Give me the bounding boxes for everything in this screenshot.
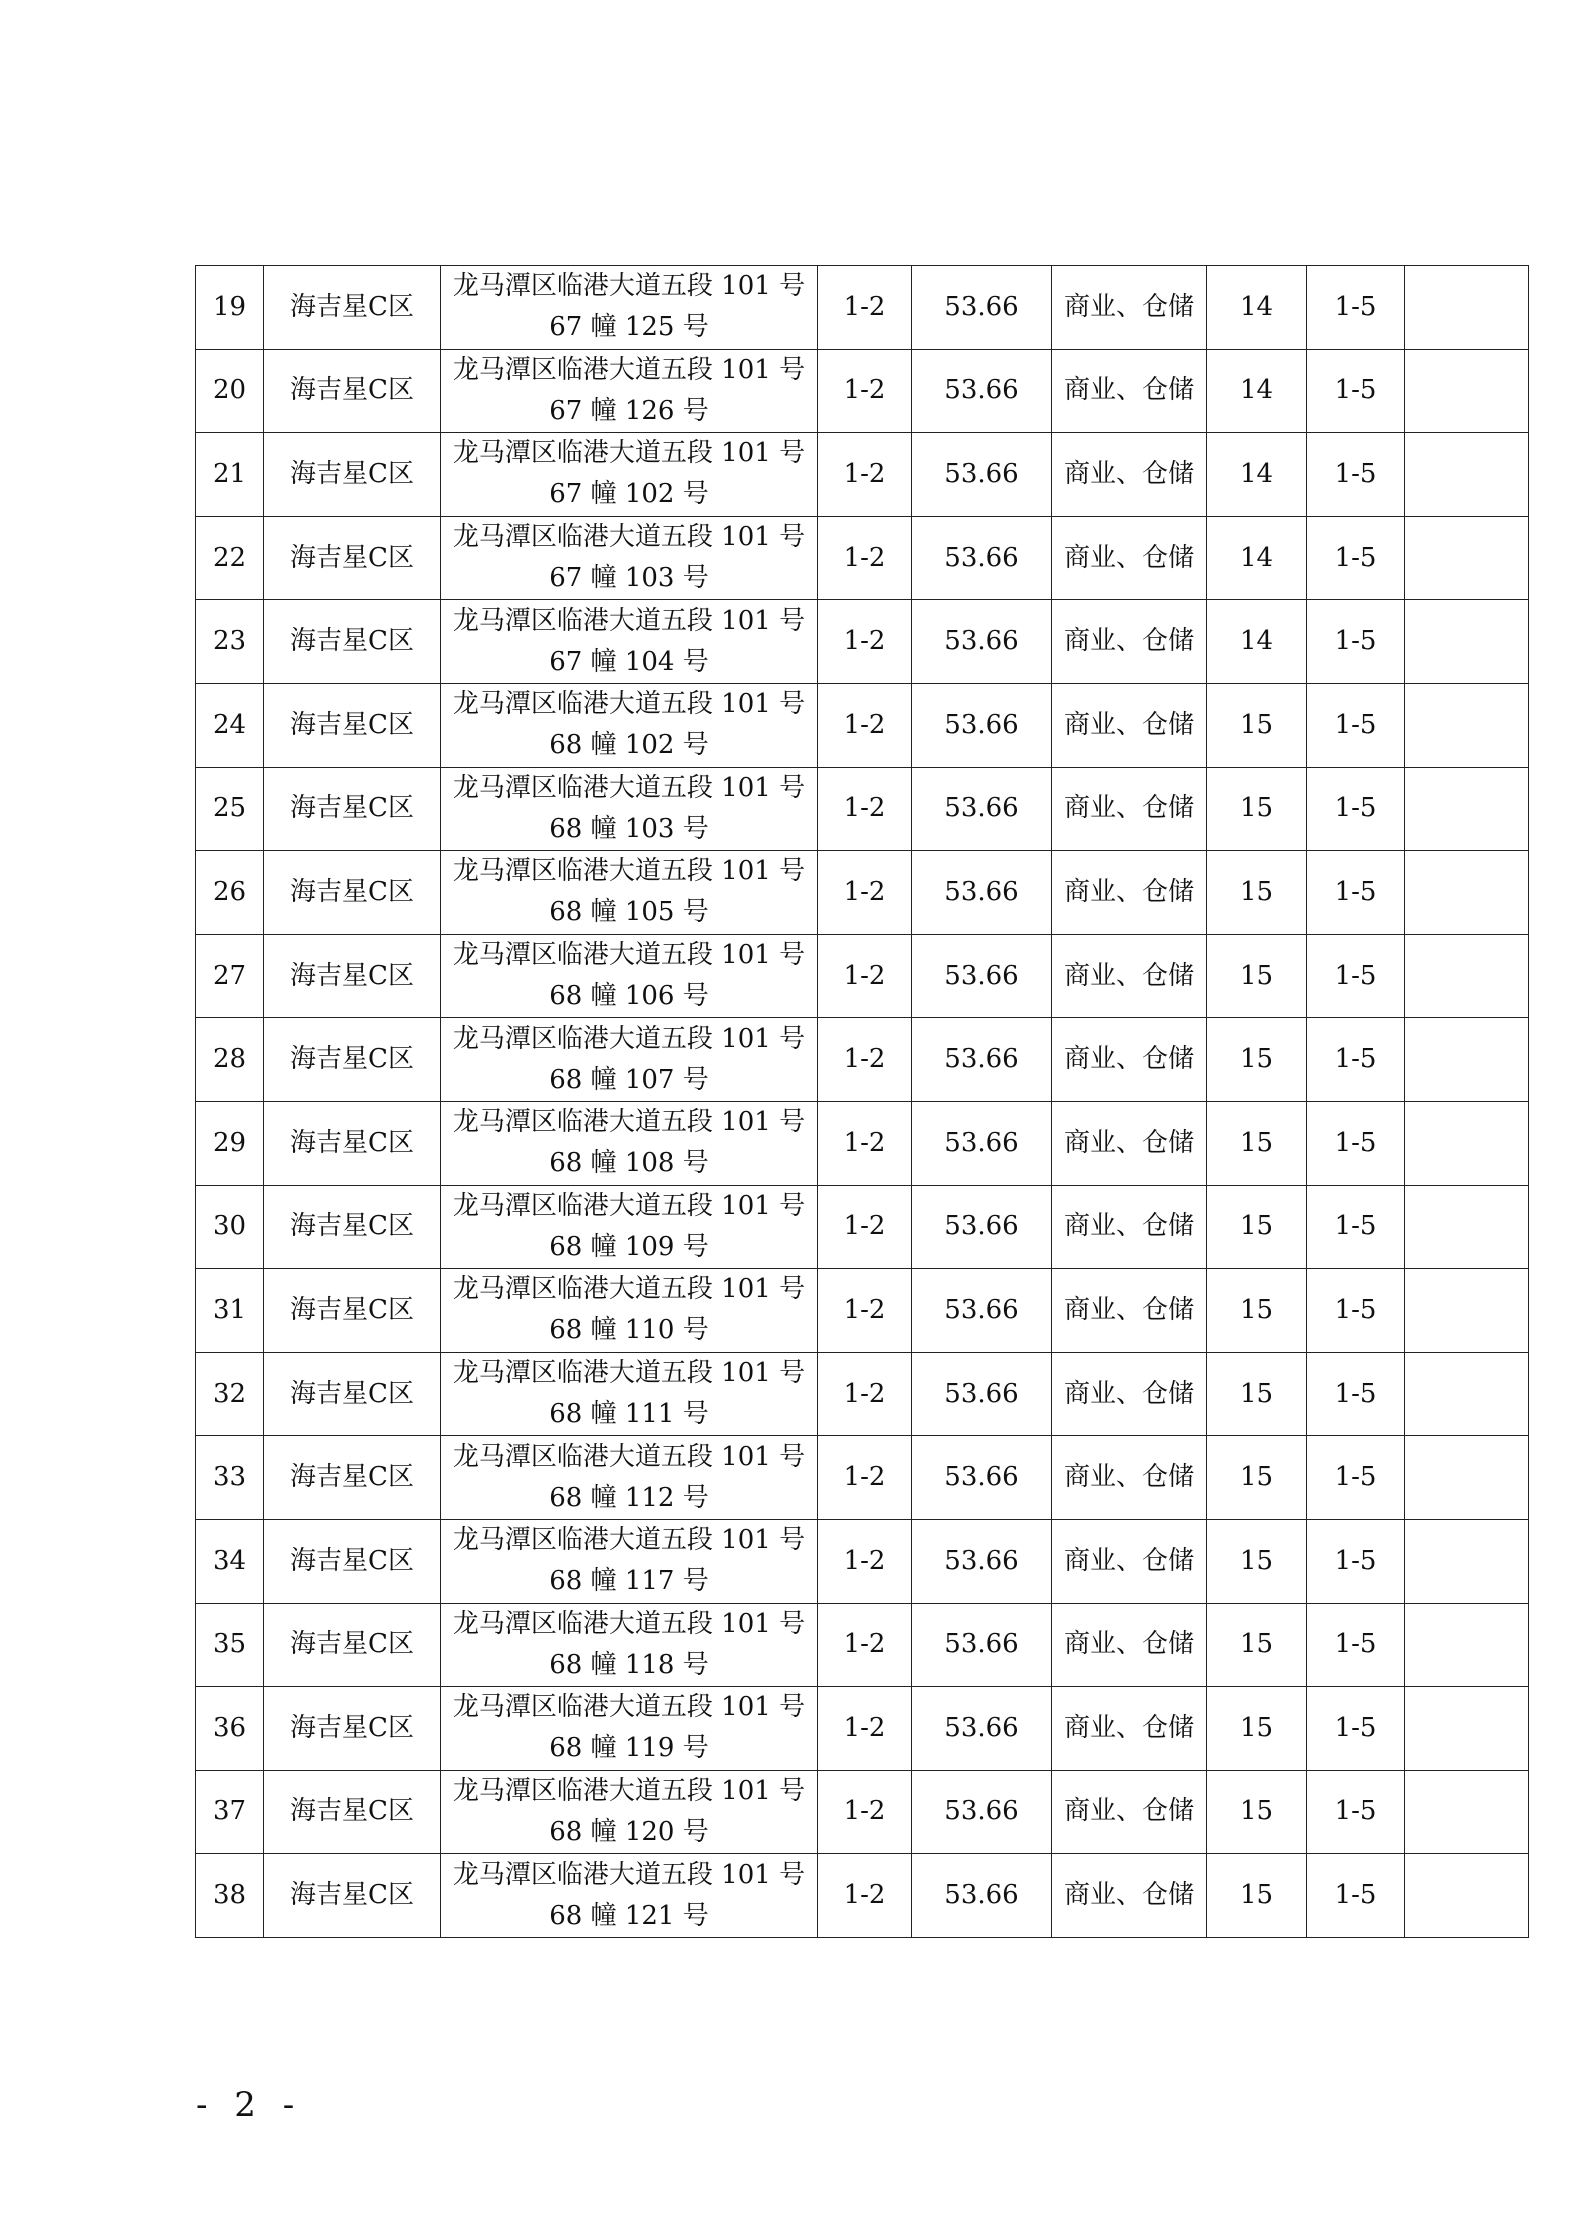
usage-cell: 商业、仓储 [1052, 683, 1207, 767]
size-cell: 53.66 [912, 1770, 1052, 1854]
level-cell: 1-5 [1307, 1352, 1405, 1436]
address-line-1: 龙马潭区临港大道五段 101 号 [452, 940, 806, 971]
address-line-2: 68 幢 105 号 [549, 897, 709, 928]
term-cell: 15 [1207, 1101, 1307, 1185]
size-cell: 53.66 [912, 767, 1052, 851]
address-cell [441, 851, 818, 935]
table-row [196, 433, 1529, 517]
table-row [196, 516, 1529, 600]
address-cell [441, 266, 818, 350]
address-line-2: 68 幢 112 号 [549, 1482, 709, 1513]
floor-cell: 1-2 [818, 683, 912, 767]
row-number-cell: 21 [196, 433, 264, 517]
address-line-1: 龙马潭区临港大道五段 101 号 [452, 1023, 806, 1054]
address-line-2: 68 幢 109 号 [549, 1231, 709, 1262]
address-line-2: 68 幢 103 号 [549, 813, 709, 844]
address-line-1: 龙马潭区临港大道五段 101 号 [452, 689, 806, 720]
address-cell [441, 1770, 818, 1854]
address-line-1: 龙马潭区临港大道五段 101 号 [452, 605, 806, 636]
level-cell: 1-5 [1307, 934, 1405, 1018]
usage-cell: 商业、仓储 [1052, 1770, 1207, 1854]
size-cell: 53.66 [912, 600, 1052, 684]
address-line-1: 龙马潭区临港大道五段 101 号 [452, 1274, 806, 1305]
address-cell [441, 1687, 818, 1771]
floor-cell: 1-2 [818, 516, 912, 600]
size-cell: 53.66 [912, 1854, 1052, 1938]
row-number-cell: 24 [196, 683, 264, 767]
note-cell [1405, 934, 1529, 1018]
address-line-1: 龙马潭区临港大道五段 101 号 [452, 438, 806, 469]
area-cell: 海吉星C区 [264, 1687, 441, 1771]
address-cell [441, 349, 818, 433]
table-row [196, 600, 1529, 684]
term-cell: 15 [1207, 683, 1307, 767]
row-number-cell: 28 [196, 1018, 264, 1102]
table-row [196, 1436, 1529, 1520]
size-cell: 53.66 [912, 1352, 1052, 1436]
table-row [196, 683, 1529, 767]
usage-cell: 商业、仓储 [1052, 433, 1207, 517]
area-cell: 海吉星C区 [264, 1018, 441, 1102]
row-number-cell: 35 [196, 1603, 264, 1687]
note-cell [1405, 1687, 1529, 1771]
area-cell: 海吉星C区 [264, 934, 441, 1018]
address-cell [441, 433, 818, 517]
area-cell: 海吉星C区 [264, 433, 441, 517]
address-cell [441, 600, 818, 684]
size-cell: 53.66 [912, 349, 1052, 433]
table-row [196, 1101, 1529, 1185]
address-line-2: 67 幢 126 号 [549, 395, 709, 426]
address-line-1: 龙马潭区临港大道五段 101 号 [452, 1775, 806, 1806]
note-cell [1405, 1101, 1529, 1185]
level-cell: 1-5 [1307, 1101, 1405, 1185]
note-cell [1405, 1519, 1529, 1603]
floor-cell: 1-2 [818, 349, 912, 433]
floor-cell: 1-2 [818, 1436, 912, 1520]
level-cell: 1-5 [1307, 516, 1405, 600]
address-cell [441, 767, 818, 851]
area-cell: 海吉星C区 [264, 1519, 441, 1603]
area-cell: 海吉星C区 [264, 683, 441, 767]
table-row [196, 266, 1529, 350]
row-number-cell: 34 [196, 1519, 264, 1603]
level-cell: 1-5 [1307, 1854, 1405, 1938]
size-cell: 53.66 [912, 1436, 1052, 1520]
address-line-2: 68 幢 118 号 [549, 1649, 709, 1680]
table-row [196, 1018, 1529, 1102]
area-cell: 海吉星C区 [264, 1436, 441, 1520]
level-cell: 1-5 [1307, 851, 1405, 935]
table-row [196, 349, 1529, 433]
address-line-1: 龙马潭区临港大道五段 101 号 [452, 1358, 806, 1389]
note-cell [1405, 1018, 1529, 1102]
size-cell: 53.66 [912, 1687, 1052, 1771]
address-line-1: 龙马潭区临港大道五段 101 号 [452, 1859, 806, 1890]
address-line-2: 67 幢 125 号 [549, 312, 709, 343]
term-cell: 15 [1207, 1687, 1307, 1771]
term-cell: 15 [1207, 851, 1307, 935]
address-line-1: 龙马潭区临港大道五段 101 号 [452, 354, 806, 385]
size-cell: 53.66 [912, 433, 1052, 517]
address-line-2: 67 幢 104 号 [549, 646, 709, 677]
floor-cell: 1-2 [818, 1687, 912, 1771]
note-cell [1405, 1269, 1529, 1353]
size-cell: 53.66 [912, 1101, 1052, 1185]
address-line-2: 67 幢 102 号 [549, 479, 709, 510]
table-row [196, 1269, 1529, 1353]
size-cell: 53.66 [912, 1018, 1052, 1102]
address-line-2: 68 幢 106 号 [549, 981, 709, 1012]
address-cell [441, 1603, 818, 1687]
address-cell [441, 1519, 818, 1603]
term-cell: 14 [1207, 433, 1307, 517]
table-body [196, 266, 1529, 1938]
table-row [196, 1854, 1529, 1938]
term-cell: 14 [1207, 516, 1307, 600]
note-cell [1405, 1770, 1529, 1854]
table-row [196, 934, 1529, 1018]
floor-cell: 1-2 [818, 851, 912, 935]
row-number-cell: 33 [196, 1436, 264, 1520]
usage-cell: 商业、仓储 [1052, 1436, 1207, 1520]
floor-cell: 1-2 [818, 266, 912, 350]
usage-cell: 商业、仓储 [1052, 1603, 1207, 1687]
term-cell: 15 [1207, 1436, 1307, 1520]
area-cell: 海吉星C区 [264, 1101, 441, 1185]
address-line-1: 龙马潭区临港大道五段 101 号 [452, 1608, 806, 1639]
size-cell: 53.66 [912, 1185, 1052, 1269]
floor-cell: 1-2 [818, 600, 912, 684]
table-row [196, 1185, 1529, 1269]
size-cell: 53.66 [912, 516, 1052, 600]
address-cell [441, 516, 818, 600]
address-cell [441, 934, 818, 1018]
term-cell: 15 [1207, 1185, 1307, 1269]
usage-cell: 商业、仓储 [1052, 851, 1207, 935]
address-line-1: 龙马潭区临港大道五段 101 号 [452, 1107, 806, 1138]
table-row [196, 1603, 1529, 1687]
property-listing-table [195, 265, 1529, 1938]
floor-cell: 1-2 [818, 1603, 912, 1687]
usage-cell: 商业、仓储 [1052, 1018, 1207, 1102]
level-cell: 1-5 [1307, 683, 1405, 767]
usage-cell: 商业、仓储 [1052, 266, 1207, 350]
note-cell [1405, 851, 1529, 935]
usage-cell: 商业、仓储 [1052, 767, 1207, 851]
term-cell: 14 [1207, 349, 1307, 433]
size-cell: 53.66 [912, 266, 1052, 350]
level-cell: 1-5 [1307, 1603, 1405, 1687]
floor-cell: 1-2 [818, 934, 912, 1018]
address-line-2: 68 幢 119 号 [549, 1733, 709, 1764]
term-cell: 14 [1207, 266, 1307, 350]
note-cell [1405, 600, 1529, 684]
floor-cell: 1-2 [818, 1854, 912, 1938]
floor-cell: 1-2 [818, 1101, 912, 1185]
table-row [196, 1770, 1529, 1854]
size-cell: 53.66 [912, 1519, 1052, 1603]
term-cell: 15 [1207, 934, 1307, 1018]
table-row [196, 1352, 1529, 1436]
term-cell: 15 [1207, 1519, 1307, 1603]
floor-cell: 1-2 [818, 1185, 912, 1269]
address-line-1: 龙马潭区临港大道五段 101 号 [452, 1441, 806, 1472]
size-cell: 53.66 [912, 683, 1052, 767]
area-cell: 海吉星C区 [264, 266, 441, 350]
address-cell [441, 1436, 818, 1520]
address-line-1: 龙马潭区临港大道五段 101 号 [452, 772, 806, 803]
note-cell [1405, 767, 1529, 851]
size-cell: 53.66 [912, 1269, 1052, 1353]
area-cell: 海吉星C区 [264, 1770, 441, 1854]
term-cell: 14 [1207, 600, 1307, 684]
term-cell: 15 [1207, 1854, 1307, 1938]
note-cell [1405, 1603, 1529, 1687]
address-line-2: 68 幢 110 号 [549, 1315, 709, 1346]
area-cell: 海吉星C区 [264, 1603, 441, 1687]
note-cell [1405, 1436, 1529, 1520]
term-cell: 15 [1207, 1603, 1307, 1687]
address-cell [441, 1101, 818, 1185]
note-cell [1405, 433, 1529, 517]
address-line-2: 68 幢 102 号 [549, 730, 709, 761]
row-number-cell: 25 [196, 767, 264, 851]
note-cell [1405, 1854, 1529, 1938]
address-line-2: 68 幢 117 号 [549, 1566, 709, 1597]
level-cell: 1-5 [1307, 1770, 1405, 1854]
floor-cell: 1-2 [818, 767, 912, 851]
floor-cell: 1-2 [818, 1269, 912, 1353]
area-cell: 海吉星C区 [264, 1185, 441, 1269]
term-cell: 15 [1207, 1269, 1307, 1353]
floor-cell: 1-2 [818, 433, 912, 517]
floor-cell: 1-2 [818, 1770, 912, 1854]
address-line-1: 龙马潭区临港大道五段 101 号 [452, 856, 806, 887]
usage-cell: 商业、仓储 [1052, 349, 1207, 433]
level-cell: 1-5 [1307, 266, 1405, 350]
address-cell [441, 1854, 818, 1938]
usage-cell: 商业、仓储 [1052, 1269, 1207, 1353]
row-number-cell: 27 [196, 934, 264, 1018]
address-cell [441, 1018, 818, 1102]
row-number-cell: 38 [196, 1854, 264, 1938]
usage-cell: 商业、仓储 [1052, 934, 1207, 1018]
address-line-1: 龙马潭区临港大道五段 101 号 [452, 522, 806, 553]
note-cell [1405, 516, 1529, 600]
table-row [196, 1519, 1529, 1603]
address-cell [441, 1269, 818, 1353]
term-cell: 15 [1207, 1018, 1307, 1102]
area-cell: 海吉星C区 [264, 516, 441, 600]
address-line-1: 龙马潭区临港大道五段 101 号 [452, 1190, 806, 1221]
usage-cell: 商业、仓储 [1052, 1687, 1207, 1771]
level-cell: 1-5 [1307, 433, 1405, 517]
note-cell [1405, 349, 1529, 433]
term-cell: 15 [1207, 1352, 1307, 1436]
usage-cell: 商业、仓储 [1052, 1185, 1207, 1269]
row-number-cell: 20 [196, 349, 264, 433]
address-cell [441, 683, 818, 767]
address-line-2: 67 幢 103 号 [549, 563, 709, 594]
address-line-2: 68 幢 121 号 [549, 1900, 709, 1931]
row-number-cell: 30 [196, 1185, 264, 1269]
address-line-2: 68 幢 108 号 [549, 1148, 709, 1179]
row-number-cell: 32 [196, 1352, 264, 1436]
floor-cell: 1-2 [818, 1352, 912, 1436]
address-line-1: 龙马潭区临港大道五段 101 号 [452, 1692, 806, 1723]
usage-cell: 商业、仓储 [1052, 1101, 1207, 1185]
row-number-cell: 36 [196, 1687, 264, 1771]
row-number-cell: 22 [196, 516, 264, 600]
area-cell: 海吉星C区 [264, 851, 441, 935]
area-cell: 海吉星C区 [264, 600, 441, 684]
size-cell: 53.66 [912, 1603, 1052, 1687]
address-cell [441, 1352, 818, 1436]
row-number-cell: 29 [196, 1101, 264, 1185]
table-row [196, 1687, 1529, 1771]
table-row [196, 767, 1529, 851]
level-cell: 1-5 [1307, 1519, 1405, 1603]
address-line-2: 68 幢 107 号 [549, 1064, 709, 1095]
row-number-cell: 31 [196, 1269, 264, 1353]
address-line-1: 龙马潭区临港大道五段 101 号 [452, 271, 806, 302]
level-cell: 1-5 [1307, 1269, 1405, 1353]
area-cell: 海吉星C区 [264, 1854, 441, 1938]
row-number-cell: 23 [196, 600, 264, 684]
area-cell: 海吉星C区 [264, 767, 441, 851]
note-cell [1405, 683, 1529, 767]
level-cell: 1-5 [1307, 1687, 1405, 1771]
usage-cell: 商业、仓储 [1052, 600, 1207, 684]
level-cell: 1-5 [1307, 1018, 1405, 1102]
level-cell: 1-5 [1307, 1185, 1405, 1269]
level-cell: 1-5 [1307, 600, 1405, 684]
note-cell [1405, 1352, 1529, 1436]
row-number-cell: 37 [196, 1770, 264, 1854]
address-line-2: 68 幢 120 号 [549, 1816, 709, 1847]
address-cell [441, 1185, 818, 1269]
floor-cell: 1-2 [818, 1519, 912, 1603]
size-cell: 53.66 [912, 934, 1052, 1018]
area-cell: 海吉星C区 [264, 349, 441, 433]
level-cell: 1-5 [1307, 1436, 1405, 1520]
row-number-cell: 19 [196, 266, 264, 350]
usage-cell: 商业、仓储 [1052, 1854, 1207, 1938]
address-line-1: 龙马潭区临港大道五段 101 号 [452, 1525, 806, 1556]
term-cell: 15 [1207, 767, 1307, 851]
usage-cell: 商业、仓储 [1052, 516, 1207, 600]
page-number: - 2 - [196, 2085, 303, 2125]
level-cell: 1-5 [1307, 349, 1405, 433]
note-cell [1405, 266, 1529, 350]
usage-cell: 商业、仓储 [1052, 1352, 1207, 1436]
floor-cell: 1-2 [818, 1018, 912, 1102]
level-cell: 1-5 [1307, 767, 1405, 851]
term-cell: 15 [1207, 1770, 1307, 1854]
size-cell: 53.66 [912, 851, 1052, 935]
usage-cell: 商业、仓储 [1052, 1519, 1207, 1603]
table-row [196, 851, 1529, 935]
address-line-2: 68 幢 111 号 [549, 1399, 709, 1430]
area-cell: 海吉星C区 [264, 1352, 441, 1436]
area-cell: 海吉星C区 [264, 1269, 441, 1353]
row-number-cell: 26 [196, 851, 264, 935]
note-cell [1405, 1185, 1529, 1269]
